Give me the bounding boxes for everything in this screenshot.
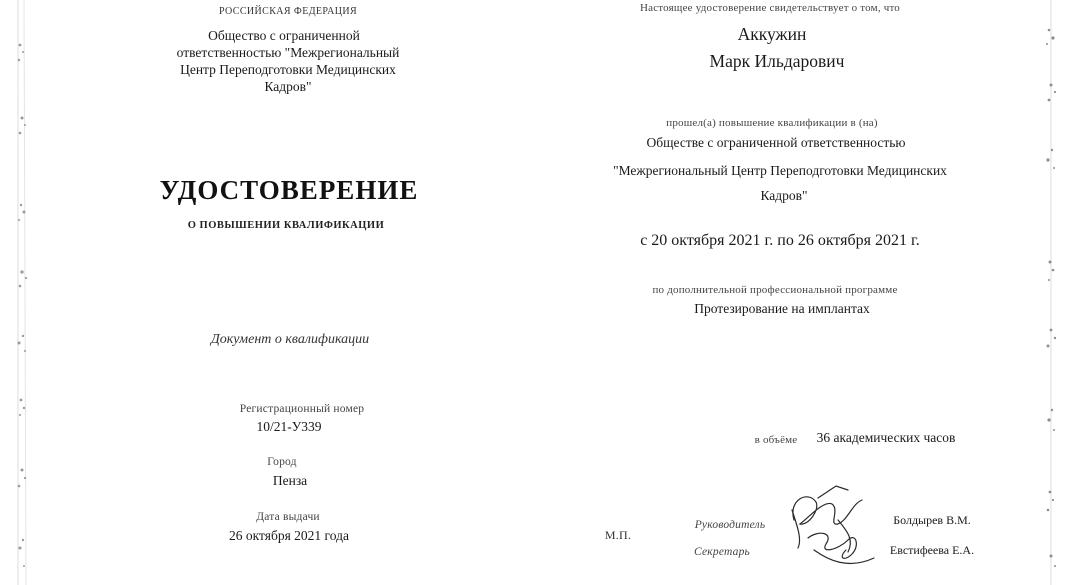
passed-training-label: прошел(а) повышение квалификации в (на) [666, 117, 878, 129]
issue-date-label: Дата выдачи [256, 511, 320, 523]
registration-number-label: Регистрационный номер [239, 403, 365, 415]
issuer-org-line-3: Центр Переподготовки Медицинских [180, 62, 396, 77]
program-name: Протезирование на имплантах [694, 301, 870, 316]
document-title: УДОСТОВЕРЕНИЕ [159, 175, 419, 205]
head-label: Руководитель [694, 519, 766, 531]
training-org-line-2: "Межрегиональный Центр Переподготовки Медицинских [613, 163, 947, 178]
holder-name: Марк Ильдарович [709, 51, 845, 71]
document-type: Документ о квалификации [210, 332, 370, 347]
issuer-org-line-2: ответственностью "Межрегиональный [176, 45, 400, 60]
secretary-label: Секретарь [694, 546, 750, 558]
program-label: по дополнительной профессиональной программе [652, 284, 898, 296]
volume-label: в объёме [754, 434, 798, 446]
head-name: Болдырев В.М. [893, 513, 971, 527]
stamp-place-label: М.П. [604, 528, 632, 542]
holder-surname: Аккужин [737, 24, 807, 44]
training-org-line-1: Обществе с ограниченной ответственностью [646, 135, 906, 150]
right-scan-edge [1029, 0, 1075, 585]
city-value: Пенза [272, 473, 308, 488]
issuer-org-line-1: Общество с ограниченной [208, 28, 360, 43]
training-org-line-3: Кадров" [760, 188, 808, 203]
country-label: РОССИЙСКАЯ ФЕДЕРАЦИЯ [218, 6, 358, 17]
training-period: с 20 октября 2021 г. по 26 октября 2021 г. [640, 232, 920, 249]
handwritten-signatures [778, 480, 888, 575]
issuer-org-line-4: Кадров" [264, 79, 312, 94]
secretary-name: Евстифеева Е.А. [889, 543, 975, 557]
certifies-intro: Настоящее удостоверение свидетельствует о том, что [639, 2, 901, 14]
issue-date: 26 октября 2021 года [229, 528, 349, 543]
document-subtitle: О ПОВЫШЕНИИ КВАЛИФИКАЦИИ [187, 220, 385, 231]
city-label: Город [267, 456, 297, 468]
left-scan-edge [0, 0, 46, 585]
volume-hours: 36 академических часов [816, 430, 956, 445]
registration-number: 10/21-У339 [256, 419, 322, 434]
